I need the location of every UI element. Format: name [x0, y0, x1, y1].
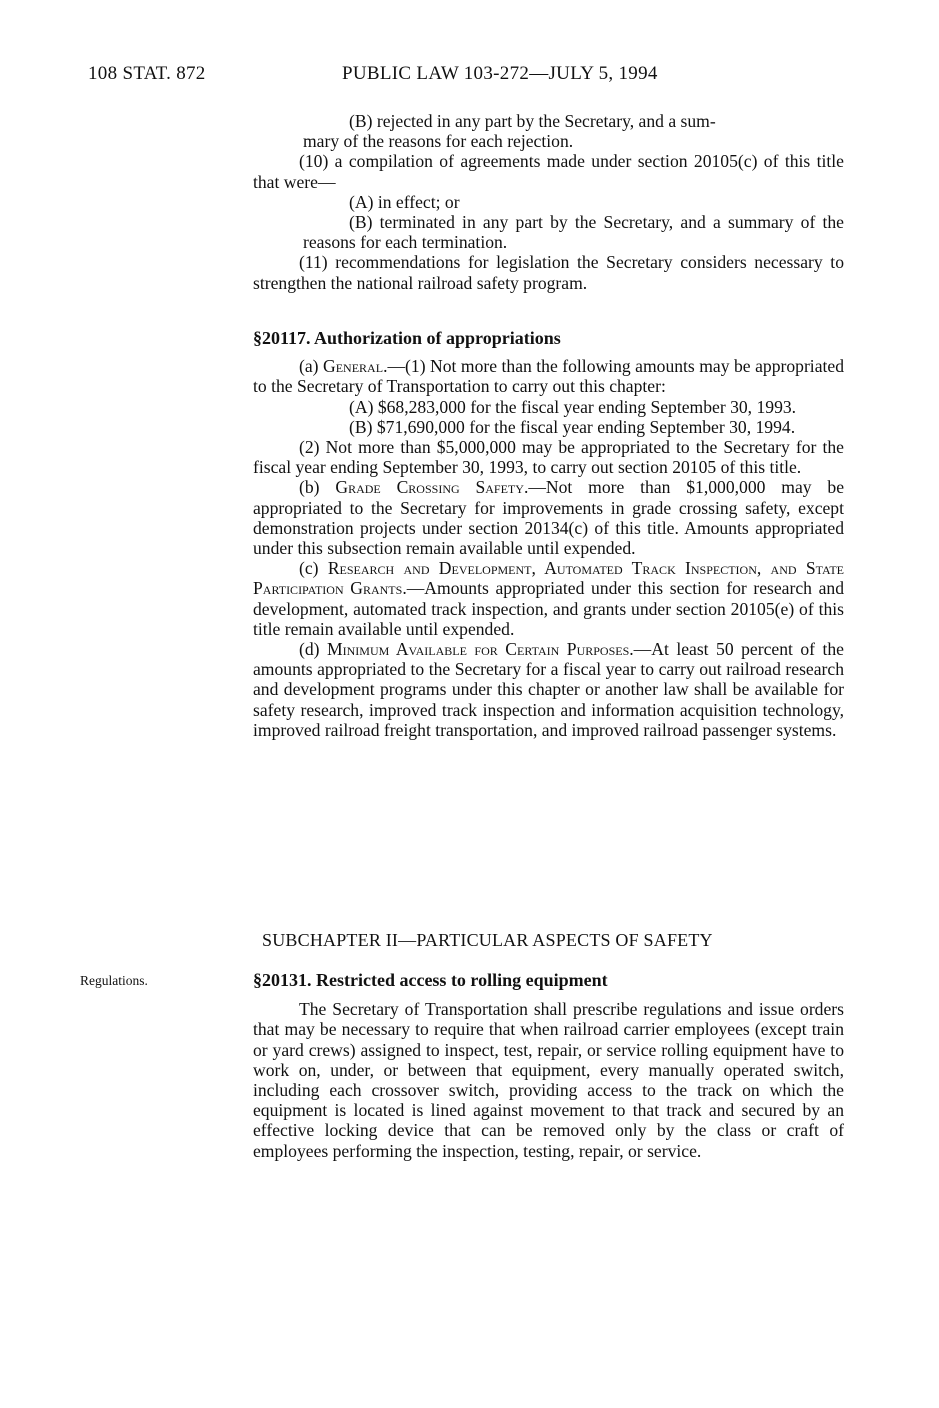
item-b-rejected-line2: mary of the reasons for each rejection. — [303, 131, 574, 152]
item-b-rejected-line1: (B) rejected in any part by the Secretary, and a sum- — [349, 111, 716, 131]
running-head: PUBLIC LAW 103-272—JULY 5, 1994 — [342, 63, 658, 84]
subsection-caption: General — [323, 356, 384, 377]
paragraph-a2: (2) Not more than $5,000,000 may be appropriated to the Secretary for the fiscal year ending September 30, 1993, to carry out section 20105 of this title. — [253, 437, 844, 478]
subsection-label: (a) — [299, 356, 324, 377]
subsection-text: .—At least 50 percent of the amounts appropriated to the Secretary for a fiscal year to carry out railroad research and development programs under this chapter or another law shall be available for safety research, improved track inspection and information acquisition technology, improved railroad freight transportation, and improved railroad passenger systems. — [253, 639, 844, 740]
subsection-a — [253, 356, 844, 396]
item-10-compilation: (10) a compilation of agreements made under section 20105(c) of this title that were— — [253, 151, 844, 192]
paragraph-a1A: (A) $68,283,000 for the fiscal year ending September 30, 1993. — [349, 396, 797, 417]
section-heading: §20131. Restricted access to rolling equipment — [253, 970, 608, 990]
subsection-text: .—Not more than $1,000,000 may be appropriated to the Secretary for improvements in grade crossing safety, except demonstration projects under section 20134(c) of this title. Amounts appropriated under this subsection remain available until expended. — [253, 477, 844, 559]
subsection-b — [253, 477, 844, 558]
subchapter-heading: SUBCHAPTER II—PARTICULAR ASPECTS OF SAFETY — [262, 930, 713, 950]
subsection-caption: Minimum Available for Certain Purposes — [327, 639, 630, 660]
margin-note: Regulations. — [80, 973, 148, 988]
subsection-c — [253, 558, 844, 639]
statute-page-number: 108 STAT. 872 — [88, 63, 206, 84]
section-20117 — [253, 328, 844, 740]
subsection-text: .—Amounts appropriated under this section for research and development, automated track inspection, and grants under section 20105(e) of this title remain available until expended. — [253, 578, 844, 639]
section-heading: §20117. Authorization of appropriations — [253, 328, 561, 348]
subsection-text: .—(1) Not more than the following amounts may be appropriated to the Secretary of Transportation to carry out this chapter: — [253, 356, 844, 397]
paragraph-a1B: (B) $71,690,000 for the fiscal year ending September 30, 1994. — [349, 416, 796, 437]
subsection-label: (d) — [299, 639, 327, 660]
item-11-recommendations: (11) recommendations for legislation the Secretary considers necessary to strengthen the national railroad safety program. — [253, 252, 844, 293]
subsection-caption: Grade Crossing Safety — [335, 477, 524, 498]
subsection-label: (b) — [299, 477, 336, 498]
section-text: The Secretary of Transportation shall prescribe regulations and issue orders that may be necessary to require that when railroad carrier employees (except train or yard crews) assigned to inspect, test, repair, or service rolling equipment have to work on, under, or between that equipment, every manually operated switch, including each crossover switch, providing access to the track on which the equipment is located is lined against movement to that track and secured by an effective locking device that can be removed only by the class or craft of employees performing the inspection, testing, repair, or service. — [253, 999, 844, 1161]
subsection-d — [253, 639, 844, 740]
item-a-in-effect: (A) in effect; or — [349, 191, 460, 212]
item-b-terminated: (B) terminated in any part by the Secretary, and a summary of the reasons for each termination. — [303, 212, 844, 253]
subsection-label: (c) — [299, 558, 328, 579]
continuation-block — [253, 111, 844, 293]
section-20131 — [253, 970, 844, 1161]
subsection-caption: Research and Development, Automated Track Inspection, and State Participation Grants — [253, 558, 844, 599]
